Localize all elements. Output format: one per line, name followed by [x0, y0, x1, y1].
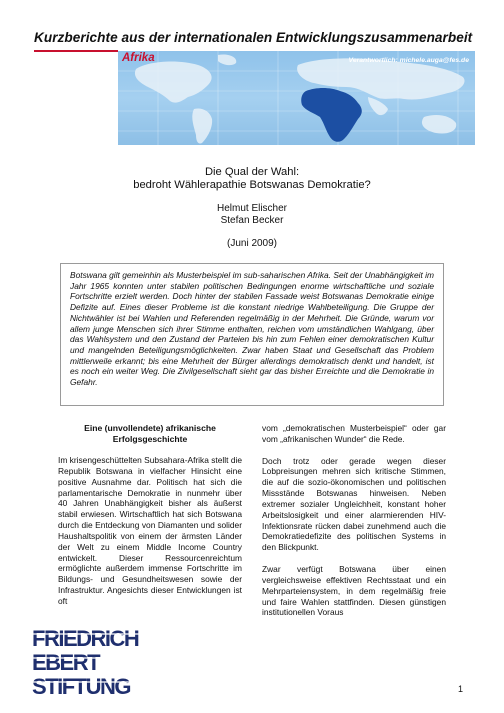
- right-paragraph-3: Zwar verfügt Botswana über einen vergleichsweise effektiven Rechtsstaat und ein Mehrparteiensystem, in dem regelmäßig freie und faire Wahlen stattfinden. Diesen günstigen institutionellen Voraus: [262, 563, 446, 618]
- logo-line-3: STIFTUNG: [32, 674, 130, 699]
- abstract-box: [60, 263, 444, 406]
- banner-region-label: Afrika: [122, 52, 155, 64]
- author-2: Stefan Becker: [220, 215, 284, 226]
- right-paragraph-1: vom „demokratischen Musterbeispiel“ oder gar vom „afrikanischen Wunder“ die Rede.: [262, 423, 446, 444]
- abstract-text: Botswana gilt gemeinhin als Musterbeispiel im sub-saharischen Afrika. Seit der Unabhängigkeit im Jahr 1965 konnten unter stabilen politischen Bedingungen enorme wirtschaftliche und soziale Fortschritte erzielt werden. Doch hinter der stabilen Fassade weist Botswanas Demokratie einige Defizite auf. Eines dieser Probleme ist die konstant niedrige Wahlbeteiligung. Die Gruppe der Nichtwähler ist bei Wahlen und Referenden regelmäßig in der Mehrheit. Die Gründe, warum vor allem junge Menschen sich ihrer Stimme enthalten, reichen vom umständlichen Wahlgang, über das Wahlsystem und den Zustand der Parteien bis hin zum Fehlen einer demokratischen Kultur und mangelnden Beteiligungsmöglichkeiten. Zwar haben Staat und Gesellschaft das Problem mittlerweile erkannt; bis eine Mehrheit der Bürger allerdings demokratisch denkt und handelt, ist es noch ein weiter Weg. Die Zivilgesellschaft sieht gar das bisher Erreichte und die Demokratie in Gefahr.: [70, 270, 434, 388]
- page-number: 1: [458, 684, 464, 694]
- right-column: [262, 423, 446, 618]
- series-title: Kurzberichte aus der internationalen Entwicklungszusammenarbeit: [34, 30, 473, 45]
- red-rule: [34, 50, 118, 52]
- africa-shape: [301, 88, 362, 142]
- fes-logo: [30, 624, 190, 702]
- section-heading-line1: Eine (unvollendete) afrikanische: [84, 423, 216, 433]
- document-date: (Juni 2009): [226, 238, 278, 249]
- world-map-graphic: [118, 51, 475, 145]
- logo-line-2: EBERT: [32, 650, 100, 675]
- right-paragraph-2: Doch trotz oder gerade wegen dieser Lobpreisungen mehren sich kritische Stimmen, die auf die sozio-ökonomischen und politischen Missstände Botswanas hinweisen. Neben extremer sozialer Ungleichheit, konstant hoher Arbeitslosigkeit und einer alarmierenden HIV-Infektionsrate rücken dabei zunehmend auch die Demokratiedefizite des politischen Systems in den Blickpunkt.: [262, 455, 446, 553]
- author-1: Helmut Elischer: [216, 203, 288, 214]
- document-title-line2: bedroht Wählerapathie Botswanas Demokratie?: [133, 179, 371, 191]
- left-column: [58, 423, 242, 607]
- document-title-line1: Die Qual der Wahl:: [204, 166, 300, 178]
- logo-line-1: FRIEDRICH: [32, 626, 139, 651]
- section-heading-line2: Erfolgsgeschichte: [112, 433, 188, 444]
- header-banner: [118, 51, 475, 145]
- banner-contact: Verantwortlich: michele.auga@fes.de: [348, 57, 469, 64]
- left-paragraph: Im krisengeschüttelten Subsahara-Afrika stellt die Republik Botswana in vielfacher Hinsicht eine positive Ausnahme dar. Politisch hat sich die parlamentarische Demokratie in nunmehr über 40 Jahren Unabhängigkeit bisher als äußerst stabil erwiesen. Wirtschaftlich hat sich Botswana durch die Entdeckung von Diamanten und solider Haushaltspolitik von einem der ärmsten Länder der Welt zu einem Middle Income Country entwickelt. Dieser Ressourcenreichtum ermöglichte außerdem immense Fortschritte im Bildungs- und Gesundheitswesen sowie der Infrastruktur. Angesichts dieser Entwicklungen ist oft: [58, 455, 242, 606]
